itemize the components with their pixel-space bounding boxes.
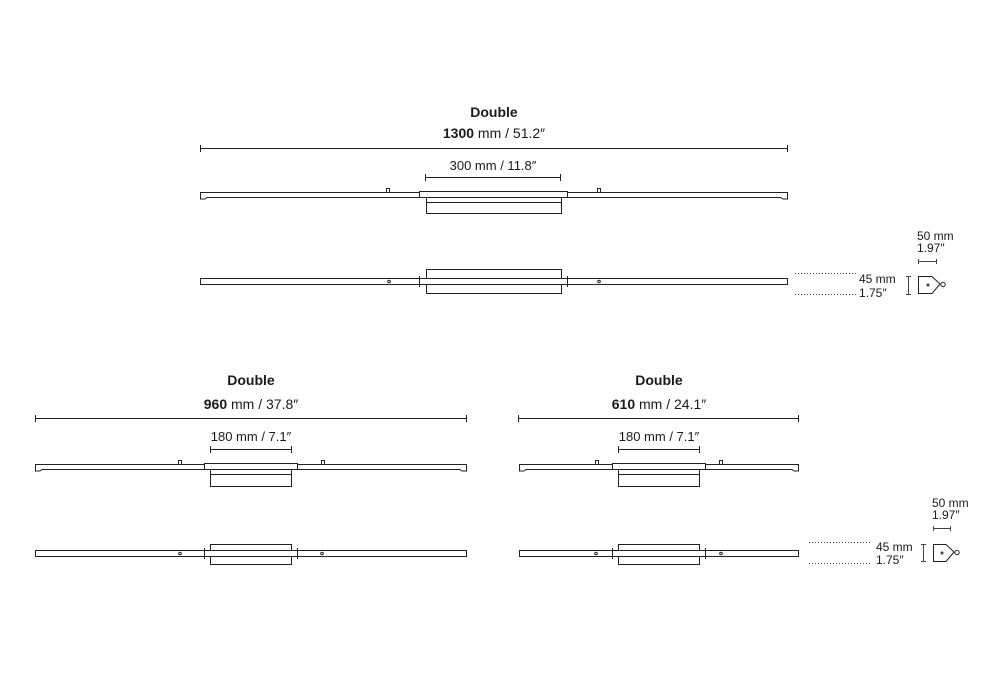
side-width-in-610: 1.97″ bbox=[932, 508, 960, 522]
length-in-960: 37.8″ bbox=[266, 396, 299, 412]
side-dimension-1300 bbox=[795, 259, 937, 295]
dimension-line-1300 bbox=[200, 145, 788, 152]
side-width-in-1300: 1.97″ bbox=[917, 241, 945, 255]
title-960: Double bbox=[227, 372, 275, 388]
length-unit-610: mm bbox=[639, 396, 663, 412]
top-view-610 bbox=[520, 545, 799, 565]
length-mm-1300: 1300 bbox=[442, 125, 475, 141]
center-dimension-line-960 bbox=[210, 446, 292, 453]
length-mm-960: 960 bbox=[203, 396, 228, 412]
side-profile-icon bbox=[934, 545, 960, 562]
length-sep-960: / bbox=[258, 396, 263, 412]
center-dim-1300: 300 mm / 11.8″ bbox=[449, 158, 537, 173]
side-width-610: 50 mm bbox=[932, 496, 969, 510]
length-mm-610: 610 bbox=[611, 396, 636, 412]
title-1300: Double bbox=[470, 104, 518, 120]
side-height-1300: 45 mm bbox=[859, 272, 896, 286]
length-sep-1300: / bbox=[505, 125, 510, 141]
side-height-610: 45 mm bbox=[876, 540, 913, 554]
side-height-in-610: 1.75″ bbox=[876, 553, 904, 567]
length-unit-960: mm bbox=[231, 396, 255, 412]
front-view-960 bbox=[36, 461, 467, 487]
title-610: Double bbox=[635, 372, 683, 388]
top-view-960 bbox=[36, 545, 467, 565]
front-view-610 bbox=[520, 461, 799, 487]
center-dimension-line-1300 bbox=[425, 174, 561, 181]
top-view-1300 bbox=[201, 270, 788, 294]
length-in-1300: 51.2″ bbox=[512, 125, 546, 141]
center-dimension-line-610 bbox=[618, 446, 700, 453]
side-dimension-610 bbox=[809, 526, 951, 564]
front-view-1300 bbox=[201, 189, 788, 214]
length-sep-610: / bbox=[666, 396, 671, 412]
side-height-in-1300: 1.75″ bbox=[859, 286, 887, 300]
side-profile-icon bbox=[919, 277, 946, 294]
length-unit-1300: mm bbox=[477, 125, 502, 141]
dimension-line-960 bbox=[35, 415, 467, 422]
dimension-line-610 bbox=[518, 415, 799, 422]
center-dim-960: 180 mm / 7.1″ bbox=[210, 429, 292, 444]
length-in-610: 24.1″ bbox=[674, 396, 707, 412]
center-dim-610: 180 mm / 7.1″ bbox=[618, 429, 700, 444]
side-width-1300: 50 mm bbox=[917, 229, 954, 243]
